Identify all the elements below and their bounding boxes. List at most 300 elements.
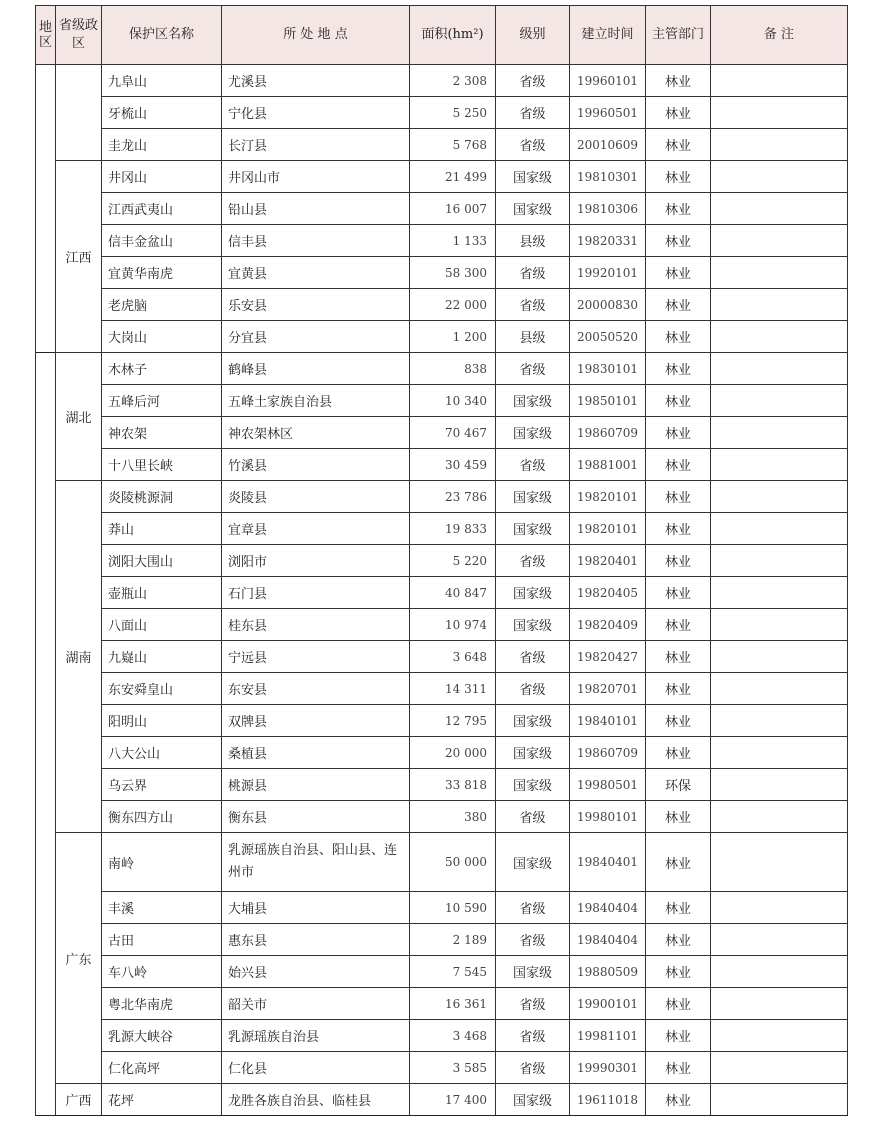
dept-cell: 林业 [646, 956, 711, 988]
table-row [36, 609, 848, 641]
area-cell: 380 [410, 801, 496, 833]
dept-cell: 环保 [646, 769, 711, 801]
area-cell: 5 768 [410, 129, 496, 161]
header-notes: 备 注 [711, 6, 848, 65]
table-row [36, 1020, 848, 1052]
dept-cell: 林业 [646, 129, 711, 161]
area-cell: 23 786 [410, 481, 496, 513]
province-cell: 湖南 [56, 481, 102, 833]
dept-cell: 林业 [646, 161, 711, 193]
date-cell: 19820101 [570, 513, 646, 545]
table-row [36, 737, 848, 769]
location-cell: 宁化县 [222, 97, 410, 129]
table-row [36, 385, 848, 417]
table-row [36, 129, 848, 161]
location-cell: 信丰县 [222, 225, 410, 257]
area-cell: 30 459 [410, 449, 496, 481]
area-cell: 12 795 [410, 705, 496, 737]
region-cell [36, 481, 56, 513]
level-cell: 省级 [496, 129, 570, 161]
level-cell: 省级 [496, 673, 570, 705]
notes-cell [711, 225, 848, 257]
dept-cell: 林业 [646, 801, 711, 833]
dept-cell: 林业 [646, 988, 711, 1020]
level-cell: 国家级 [496, 481, 570, 513]
location-cell: 长汀县 [222, 129, 410, 161]
reserve-name-cell: 炎陵桃源洞 [102, 481, 222, 513]
region-cell [36, 801, 56, 833]
dept-cell: 林业 [646, 833, 711, 892]
date-cell: 19980101 [570, 801, 646, 833]
dept-cell: 林业 [646, 737, 711, 769]
level-cell: 省级 [496, 1052, 570, 1084]
dept-cell: 林业 [646, 97, 711, 129]
location-cell: 衡东县 [222, 801, 410, 833]
reserve-name-cell: 车八岭 [102, 956, 222, 988]
notes-cell [711, 193, 848, 225]
location-cell: 始兴县 [222, 956, 410, 988]
area-cell: 33 818 [410, 769, 496, 801]
region-cell [36, 609, 56, 641]
table-row [36, 577, 848, 609]
region-cell [36, 892, 56, 924]
level-cell: 省级 [496, 801, 570, 833]
region-cell [36, 129, 56, 161]
header-area: 面积(hm²) [410, 6, 496, 65]
location-cell: 乳源瑶族自治县、阳山县、连州市 [222, 833, 410, 892]
notes-cell [711, 1020, 848, 1052]
location-cell: 东安县 [222, 673, 410, 705]
date-cell: 19840401 [570, 833, 646, 892]
area-cell: 21 499 [410, 161, 496, 193]
reserve-name-cell: 老虎脑 [102, 289, 222, 321]
level-cell: 国家级 [496, 513, 570, 545]
area-cell: 10 590 [410, 892, 496, 924]
notes-cell [711, 988, 848, 1020]
region-cell [36, 65, 56, 97]
date-cell: 19820331 [570, 225, 646, 257]
date-cell: 19960101 [570, 65, 646, 97]
region-cell [36, 924, 56, 956]
area-cell: 838 [410, 353, 496, 385]
region-cell [36, 988, 56, 1020]
location-cell: 炎陵县 [222, 481, 410, 513]
dept-cell: 林业 [646, 481, 711, 513]
date-cell: 19990301 [570, 1052, 646, 1084]
level-cell: 国家级 [496, 737, 570, 769]
level-cell: 国家级 [496, 1084, 570, 1116]
reserve-name-cell: 丰溪 [102, 892, 222, 924]
location-cell: 竹溪县 [222, 449, 410, 481]
dept-cell: 林业 [646, 1020, 711, 1052]
date-cell: 19920101 [570, 257, 646, 289]
notes-cell [711, 353, 848, 385]
date-cell: 19820409 [570, 609, 646, 641]
level-cell: 省级 [496, 924, 570, 956]
location-cell: 龙胜各族自治县、临桂县 [222, 1084, 410, 1116]
location-cell: 铅山县 [222, 193, 410, 225]
table-row [36, 988, 848, 1020]
level-cell: 国家级 [496, 833, 570, 892]
region-cell [36, 737, 56, 769]
date-cell: 19820101 [570, 481, 646, 513]
notes-cell [711, 673, 848, 705]
region-cell [36, 225, 56, 257]
dept-cell: 林业 [646, 1052, 711, 1084]
table-body [36, 65, 848, 1116]
region-cell [36, 1052, 56, 1084]
date-cell: 19810301 [570, 161, 646, 193]
header-name: 保护区名称 [102, 6, 222, 65]
date-cell: 19860709 [570, 737, 646, 769]
area-cell: 3 585 [410, 1052, 496, 1084]
area-cell: 70 467 [410, 417, 496, 449]
dept-cell: 林业 [646, 289, 711, 321]
date-cell: 19960501 [570, 97, 646, 129]
reserve-name-cell: 井冈山 [102, 161, 222, 193]
notes-cell [711, 289, 848, 321]
area-cell: 3 648 [410, 641, 496, 673]
level-cell: 国家级 [496, 193, 570, 225]
table-row [36, 257, 848, 289]
reserve-name-cell: 阳明山 [102, 705, 222, 737]
location-cell: 鹤峰县 [222, 353, 410, 385]
province-cell [56, 65, 102, 161]
level-cell: 省级 [496, 353, 570, 385]
region-cell [36, 289, 56, 321]
level-cell: 省级 [496, 988, 570, 1020]
table-row [36, 1084, 848, 1116]
notes-cell [711, 1084, 848, 1116]
reserve-name-cell: 信丰金盆山 [102, 225, 222, 257]
location-cell: 井冈山市 [222, 161, 410, 193]
reserve-name-cell: 江西武夷山 [102, 193, 222, 225]
notes-cell [711, 801, 848, 833]
notes-cell [711, 321, 848, 353]
date-cell: 19981101 [570, 1020, 646, 1052]
date-cell: 19881001 [570, 449, 646, 481]
location-cell: 桑植县 [222, 737, 410, 769]
location-cell: 宜章县 [222, 513, 410, 545]
notes-cell [711, 97, 848, 129]
level-cell: 国家级 [496, 161, 570, 193]
area-cell: 1 200 [410, 321, 496, 353]
location-cell: 双牌县 [222, 705, 410, 737]
notes-cell [711, 449, 848, 481]
level-cell: 省级 [496, 257, 570, 289]
table-row [36, 417, 848, 449]
area-cell: 20 000 [410, 737, 496, 769]
level-cell: 省级 [496, 289, 570, 321]
table-row [36, 97, 848, 129]
level-cell: 国家级 [496, 385, 570, 417]
date-cell: 19830101 [570, 353, 646, 385]
location-cell: 尤溪县 [222, 65, 410, 97]
region-cell [36, 449, 56, 481]
region-cell [36, 673, 56, 705]
notes-cell [711, 385, 848, 417]
location-cell: 宁远县 [222, 641, 410, 673]
region-cell [36, 97, 56, 129]
reserve-name-cell: 乌云界 [102, 769, 222, 801]
area-cell: 16 007 [410, 193, 496, 225]
dept-cell: 林业 [646, 513, 711, 545]
notes-cell [711, 924, 848, 956]
dept-cell: 林业 [646, 193, 711, 225]
area-cell: 58 300 [410, 257, 496, 289]
dept-cell: 林业 [646, 892, 711, 924]
region-cell [36, 161, 56, 193]
header-date: 建立时间 [570, 6, 646, 65]
reserve-name-cell: 八大公山 [102, 737, 222, 769]
reserve-name-cell: 九嶷山 [102, 641, 222, 673]
table-row [36, 769, 848, 801]
area-cell: 5 220 [410, 545, 496, 577]
area-cell: 10 340 [410, 385, 496, 417]
notes-cell [711, 545, 848, 577]
table-row [36, 225, 848, 257]
date-cell: 19980501 [570, 769, 646, 801]
area-cell: 1 133 [410, 225, 496, 257]
date-cell: 20010609 [570, 129, 646, 161]
date-cell: 19611018 [570, 1084, 646, 1116]
notes-cell [711, 705, 848, 737]
province-cell: 江西 [56, 161, 102, 353]
level-cell: 国家级 [496, 956, 570, 988]
reserve-name-cell: 神农架 [102, 417, 222, 449]
level-cell: 省级 [496, 449, 570, 481]
location-cell: 乳源瑶族自治县 [222, 1020, 410, 1052]
region-cell [36, 705, 56, 737]
table-row [36, 161, 848, 193]
nature-reserve-table [35, 5, 848, 1116]
header-level: 级别 [496, 6, 570, 65]
table-row [36, 705, 848, 737]
table-row [36, 545, 848, 577]
dept-cell: 林业 [646, 385, 711, 417]
area-cell: 7 545 [410, 956, 496, 988]
notes-cell [711, 161, 848, 193]
area-cell: 14 311 [410, 673, 496, 705]
region-cell [36, 417, 56, 449]
area-cell: 19 833 [410, 513, 496, 545]
reserve-name-cell: 八面山 [102, 609, 222, 641]
region-cell [36, 956, 56, 988]
table-row [36, 193, 848, 225]
location-cell: 乐安县 [222, 289, 410, 321]
header-location: 所 处 地 点 [222, 6, 410, 65]
table-row [36, 65, 848, 97]
reserve-name-cell: 宜黄华南虎 [102, 257, 222, 289]
table-row [36, 353, 848, 385]
dept-cell: 林业 [646, 65, 711, 97]
dept-cell: 林业 [646, 609, 711, 641]
location-cell: 浏阳市 [222, 545, 410, 577]
date-cell: 19820405 [570, 577, 646, 609]
table-row [36, 801, 848, 833]
level-cell: 省级 [496, 97, 570, 129]
area-cell: 3 468 [410, 1020, 496, 1052]
date-cell: 19840101 [570, 705, 646, 737]
reserve-name-cell: 九阜山 [102, 65, 222, 97]
table-row [36, 289, 848, 321]
location-cell: 韶关市 [222, 988, 410, 1020]
notes-cell [711, 481, 848, 513]
location-cell: 神农架林区 [222, 417, 410, 449]
date-cell: 19820401 [570, 545, 646, 577]
table-row [36, 449, 848, 481]
dept-cell: 林业 [646, 1084, 711, 1116]
dept-cell: 林业 [646, 673, 711, 705]
location-cell: 宜黄县 [222, 257, 410, 289]
dept-cell: 林业 [646, 225, 711, 257]
header-dept: 主管部门 [646, 6, 711, 65]
table-row [36, 673, 848, 705]
table-row [36, 321, 848, 353]
region-cell [36, 257, 56, 289]
location-cell: 石门县 [222, 577, 410, 609]
dept-cell: 林业 [646, 705, 711, 737]
level-cell: 国家级 [496, 417, 570, 449]
notes-cell [711, 769, 848, 801]
level-cell: 省级 [496, 545, 570, 577]
reserve-name-cell: 浏阳大围山 [102, 545, 222, 577]
table-row [36, 956, 848, 988]
reserve-name-cell: 大岗山 [102, 321, 222, 353]
date-cell: 20050520 [570, 321, 646, 353]
notes-cell [711, 892, 848, 924]
table-row [36, 892, 848, 924]
area-cell: 2 189 [410, 924, 496, 956]
location-cell: 大埔县 [222, 892, 410, 924]
region-cell [36, 385, 56, 417]
notes-cell [711, 129, 848, 161]
location-cell: 五峰土家族自治县 [222, 385, 410, 417]
dept-cell: 林业 [646, 545, 711, 577]
table-row [36, 833, 848, 892]
table-row [36, 481, 848, 513]
location-cell: 桂东县 [222, 609, 410, 641]
date-cell: 19810306 [570, 193, 646, 225]
reserve-name-cell: 粤北华南虎 [102, 988, 222, 1020]
dept-cell: 林业 [646, 353, 711, 385]
table-row [36, 1052, 848, 1084]
reserve-name-cell: 五峰后河 [102, 385, 222, 417]
province-cell: 广东 [56, 833, 102, 1084]
dept-cell: 林业 [646, 924, 711, 956]
reserve-name-cell: 衡东四方山 [102, 801, 222, 833]
area-cell: 10 974 [410, 609, 496, 641]
level-cell: 省级 [496, 641, 570, 673]
level-cell: 国家级 [496, 769, 570, 801]
region-cell [36, 1084, 56, 1116]
notes-cell [711, 1052, 848, 1084]
reserve-name-cell: 牙梳山 [102, 97, 222, 129]
level-cell: 县级 [496, 321, 570, 353]
level-cell: 省级 [496, 65, 570, 97]
level-cell: 国家级 [496, 705, 570, 737]
date-cell: 19850101 [570, 385, 646, 417]
region-cell [36, 577, 56, 609]
header-region: 地区 [36, 6, 56, 65]
dept-cell: 林业 [646, 417, 711, 449]
area-cell: 5 250 [410, 97, 496, 129]
reserve-name-cell: 东安舜皇山 [102, 673, 222, 705]
notes-cell [711, 609, 848, 641]
dept-cell: 林业 [646, 641, 711, 673]
table-row [36, 924, 848, 956]
reserve-name-cell: 木林子 [102, 353, 222, 385]
table-row [36, 513, 848, 545]
notes-cell [711, 641, 848, 673]
level-cell: 国家级 [496, 609, 570, 641]
reserve-name-cell: 花坪 [102, 1084, 222, 1116]
table-row [36, 641, 848, 673]
dept-cell: 林业 [646, 577, 711, 609]
reserve-name-cell: 南岭 [102, 833, 222, 892]
reserve-name-cell: 乳源大峡谷 [102, 1020, 222, 1052]
date-cell: 19840404 [570, 924, 646, 956]
reserve-name-cell: 壶瓶山 [102, 577, 222, 609]
region-cell [36, 641, 56, 673]
area-cell: 22 000 [410, 289, 496, 321]
region-cell [36, 513, 56, 545]
level-cell: 省级 [496, 1020, 570, 1052]
region-cell [36, 353, 56, 385]
date-cell: 19840404 [570, 892, 646, 924]
region-cell [36, 321, 56, 353]
area-cell: 50 000 [410, 833, 496, 892]
region-cell [36, 833, 56, 892]
notes-cell [711, 257, 848, 289]
reserve-name-cell: 十八里长峡 [102, 449, 222, 481]
notes-cell [711, 956, 848, 988]
area-cell: 2 308 [410, 65, 496, 97]
region-cell [36, 193, 56, 225]
province-cell: 湖北 [56, 353, 102, 481]
notes-cell [711, 833, 848, 892]
reserve-name-cell: 仁化高坪 [102, 1052, 222, 1084]
date-cell: 19900101 [570, 988, 646, 1020]
reserve-name-cell: 古田 [102, 924, 222, 956]
location-cell: 桃源县 [222, 769, 410, 801]
date-cell: 19820701 [570, 673, 646, 705]
level-cell: 县级 [496, 225, 570, 257]
notes-cell [711, 65, 848, 97]
notes-cell [711, 417, 848, 449]
table-header-row [36, 6, 848, 65]
region-cell [36, 545, 56, 577]
date-cell: 19880509 [570, 956, 646, 988]
location-cell: 分宜县 [222, 321, 410, 353]
location-cell: 惠东县 [222, 924, 410, 956]
dept-cell: 林业 [646, 257, 711, 289]
province-cell: 广西 [56, 1084, 102, 1116]
area-cell: 17 400 [410, 1084, 496, 1116]
notes-cell [711, 577, 848, 609]
notes-cell [711, 513, 848, 545]
area-cell: 40 847 [410, 577, 496, 609]
notes-cell [711, 737, 848, 769]
reserve-name-cell: 莽山 [102, 513, 222, 545]
level-cell: 省级 [496, 892, 570, 924]
region-cell [36, 769, 56, 801]
reserve-name-cell: 圭龙山 [102, 129, 222, 161]
date-cell: 19820427 [570, 641, 646, 673]
date-cell: 19860709 [570, 417, 646, 449]
area-cell: 16 361 [410, 988, 496, 1020]
location-cell: 仁化县 [222, 1052, 410, 1084]
